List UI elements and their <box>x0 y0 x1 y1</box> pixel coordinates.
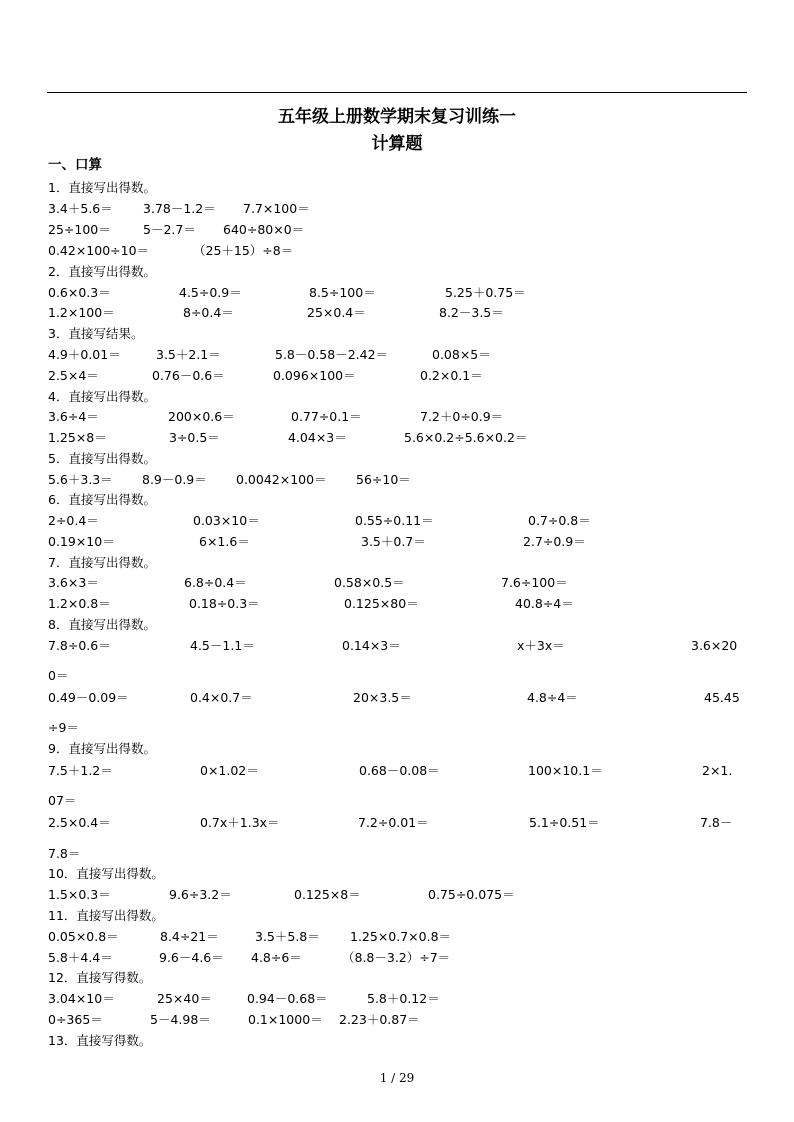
problem: 8.5÷100＝ <box>309 285 376 300</box>
problem: 5.8－0.58－2.42＝ <box>275 347 389 362</box>
problem: 0.05×0.8＝ <box>48 929 119 944</box>
problem: 5.6＋3.3＝ <box>48 472 113 487</box>
problem: 0.68－0.08＝ <box>359 763 440 778</box>
problem: 0.03×10＝ <box>193 513 260 528</box>
problem: 4.04×3＝ <box>288 430 347 445</box>
problem: 3÷0.5＝ <box>169 430 220 445</box>
question-label: 1．直接写出得数。 <box>48 180 156 195</box>
problem: 7.8÷0.6＝ <box>48 638 111 653</box>
question-label: 7．直接写出得数。 <box>48 555 156 570</box>
problem: 3.4＋5.6＝ <box>48 201 113 216</box>
problem: 0.6×0.3＝ <box>48 285 111 300</box>
problem: 2.5×0.4＝ <box>48 815 111 830</box>
problem: 0.49－0.09＝ <box>48 690 129 705</box>
problem: 4.5÷0.9＝ <box>179 285 242 300</box>
problem: 0.14×3＝ <box>342 638 401 653</box>
problem: 0.125×80＝ <box>344 596 419 611</box>
problem: 0.18÷0.3＝ <box>189 596 260 611</box>
problem: 2.23＋0.87＝ <box>339 1012 420 1027</box>
problem-wrap: ÷9＝ <box>48 720 79 735</box>
problem: 0.125×8＝ <box>294 887 361 902</box>
problem: 25÷100＝ <box>48 222 111 237</box>
document-title: 五年级上册数学期末复习训练一 <box>278 107 516 127</box>
problem: 2.7÷0.9＝ <box>523 534 586 549</box>
problem: 8.9－0.9＝ <box>142 472 207 487</box>
problem: 0.08×5＝ <box>432 347 491 362</box>
question-label: 4．直接写出得数。 <box>48 389 156 404</box>
problem: 3.04×10＝ <box>48 991 115 1006</box>
problem: 4.9＋0.01＝ <box>48 347 121 362</box>
problem: 0.42×100÷10＝ <box>48 243 150 258</box>
problem: 8÷0.4＝ <box>183 305 234 320</box>
problem: （25＋15）÷8＝ <box>193 243 294 258</box>
problem: 4.8÷6＝ <box>251 950 302 965</box>
problem: 1.25×0.7×0.8＝ <box>350 929 452 944</box>
problem: 5.25＋0.75＝ <box>445 285 526 300</box>
problem: 0.19×10＝ <box>48 534 115 549</box>
problem: 5.1÷0.51＝ <box>529 815 600 830</box>
problem-wrap: 7.8＝ <box>48 846 81 861</box>
section-heading: 一、口算 <box>48 157 102 173</box>
question-label: 3．直接写结果。 <box>48 326 144 341</box>
problem: 5－4.98＝ <box>150 1012 211 1027</box>
question-label: 11．直接写出得数。 <box>48 908 164 923</box>
header-rule <box>47 92 747 93</box>
problem: 3.78－1.2＝ <box>143 201 216 216</box>
problem: 0.94－0.68＝ <box>247 991 328 1006</box>
problem: 4.8÷4＝ <box>527 690 578 705</box>
problem: 9.6－4.6＝ <box>159 950 224 965</box>
problem: 45.45 <box>704 690 740 705</box>
problem: 8.4÷21＝ <box>160 929 219 944</box>
problem: 1.5×0.3＝ <box>48 887 111 902</box>
problem: 200×0.6＝ <box>168 409 235 424</box>
question-label: 8．直接写出得数。 <box>48 617 156 632</box>
problem: 56÷10＝ <box>356 472 411 487</box>
problem: 1.25×8＝ <box>48 430 107 445</box>
question-label: 2．直接写出得数。 <box>48 264 156 279</box>
problem: 0.75÷0.075＝ <box>428 887 515 902</box>
question-label: 12．直接写得数。 <box>48 970 152 985</box>
problem: 6.8÷0.4＝ <box>184 575 247 590</box>
problem: 0.76－0.6＝ <box>152 368 225 383</box>
problem-wrap: 0＝ <box>48 668 69 683</box>
question-label: 5．直接写出得数。 <box>48 451 156 466</box>
problem: 1.2×100＝ <box>48 305 115 320</box>
problem: 7.5＋1.2＝ <box>48 763 113 778</box>
problem: 1.2×0.8＝ <box>48 596 111 611</box>
problem: 0.2×0.1＝ <box>420 368 483 383</box>
problem: 2÷0.4＝ <box>48 513 99 528</box>
problem: （8.8－3.2）÷7＝ <box>342 950 451 965</box>
problem: 5.8＋0.12＝ <box>367 991 440 1006</box>
question-label: 9．直接写出得数。 <box>48 741 156 756</box>
problem: 3.6÷4＝ <box>48 409 99 424</box>
problem-wrap: 07＝ <box>48 793 77 808</box>
document-subtitle: 计算题 <box>371 134 423 154</box>
page-number: 1 / 29 <box>379 1071 415 1085</box>
problem: 25×0.4＝ <box>307 305 366 320</box>
problem: 3.5＋5.8＝ <box>255 929 320 944</box>
problem: 4.5－1.1＝ <box>190 638 255 653</box>
problem: 3.5＋2.1＝ <box>156 347 221 362</box>
problem: 8.2－3.5＝ <box>439 305 504 320</box>
problem: 0.0042×100＝ <box>236 472 327 487</box>
problem: 5.6×0.2÷5.6×0.2＝ <box>404 430 528 445</box>
problem: 0×1.02＝ <box>200 763 259 778</box>
problem: 7.8－ <box>700 815 733 830</box>
problem: 25×40＝ <box>157 991 212 1006</box>
problem: 3.6×20 <box>691 638 738 653</box>
question-label: 6．直接写出得数。 <box>48 492 156 507</box>
problem: 7.6÷100＝ <box>501 575 568 590</box>
problem: 0÷365＝ <box>48 1012 103 1027</box>
problem: 7.7×100＝ <box>243 201 310 216</box>
problem: 9.6÷3.2＝ <box>169 887 232 902</box>
problem: 6×1.6＝ <box>199 534 250 549</box>
problem: 40.8÷4＝ <box>515 596 574 611</box>
problem: 3.5＋0.7＝ <box>361 534 426 549</box>
problem: 5.8＋4.4＝ <box>48 950 113 965</box>
problem: 0.55÷0.11＝ <box>355 513 434 528</box>
problem: 640÷80×0＝ <box>223 222 305 237</box>
problem: 0.7÷0.8＝ <box>528 513 591 528</box>
problem: 2×1. <box>702 763 733 778</box>
problem: 0.7x＋1.3x＝ <box>200 815 280 830</box>
problem: 0.4×0.7＝ <box>190 690 253 705</box>
problem: 100×10.1＝ <box>528 763 603 778</box>
problem: 20×3.5＝ <box>353 690 412 705</box>
problem: 0.58×0.5＝ <box>334 575 405 590</box>
question-label: 10．直接写出得数。 <box>48 866 164 881</box>
problem: 7.2＋0÷0.9＝ <box>420 409 504 424</box>
problem: 3.6×3＝ <box>48 575 99 590</box>
question-label: 13．直接写得数。 <box>48 1033 152 1048</box>
problem: 7.2÷0.01＝ <box>358 815 429 830</box>
problem: x＋3x＝ <box>517 638 565 653</box>
problem: 0.096×100＝ <box>273 368 356 383</box>
problem: 0.77÷0.1＝ <box>291 409 362 424</box>
problem: 5－2.7＝ <box>143 222 196 237</box>
problem: 2.5×4＝ <box>48 368 99 383</box>
problem: 0.1×1000＝ <box>248 1012 323 1027</box>
